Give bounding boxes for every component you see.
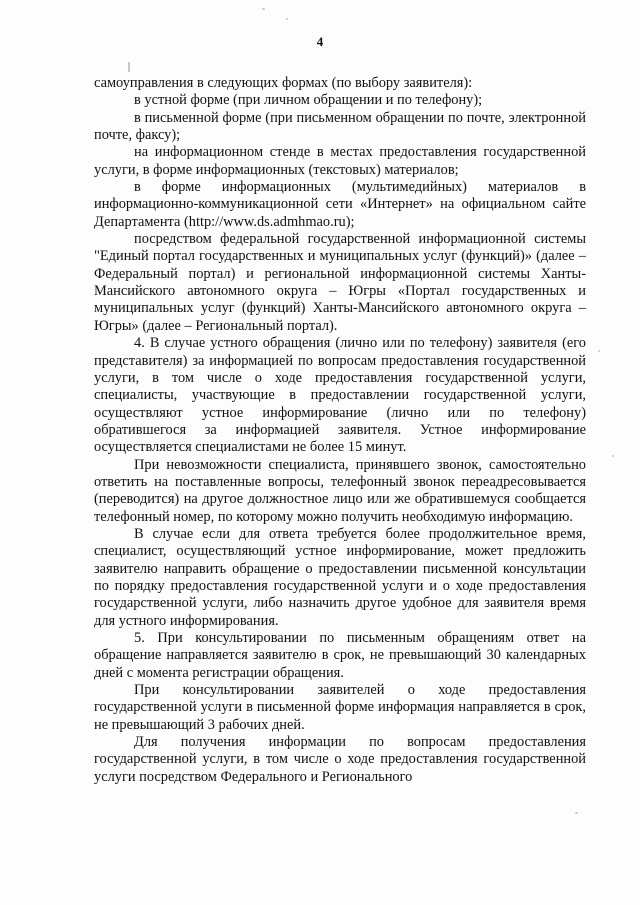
paragraph: При невозможности специалиста, принявшего звонок, самостоятельно ответить на поставленные вопросы, телефонный звонок переадресовывается (переводится) на другое должностное лицо или же обратившемуся сообщается телефонный номер, по которому можно получить необходимую информацию. bbox=[94, 456, 586, 525]
page-number: 4 bbox=[316, 34, 324, 49]
paragraph: на информационном стенде в местах предоставления государственной услуги, в форме информационных (текстовых) материалов; bbox=[94, 144, 586, 178]
document-body bbox=[94, 75, 586, 786]
paragraph: в форме информационных (мультимедийных) материалов в информационно-коммуникационной сети «Интернет» на официальном сайте Департамента (http://www.ds.admhmao.ru); bbox=[94, 179, 586, 230]
paragraph: посредством федеральной государственной информационной системы "Единый портал государственных и муниципальных услуг (функций)» (далее – Федеральный портал) и региональной информационной системы Ханты-Мансийского автономного округа – Югры «Портал государственных и муниципальных услуг (функций) Ханты-Мансийского автономного округа – Югры» (далее – Региональный портал). bbox=[94, 231, 586, 334]
paragraph: При консультировании заявителей о ходе предоставления государственной услуги в письменной форме информация направляется в срок, не превышающий 3 рабочих дней. bbox=[94, 682, 586, 733]
paragraph: самоуправления в следующих формах (по выбору заявителя): bbox=[94, 75, 473, 91]
paragraph: в устной форме (при личном обращении и по телефону); bbox=[134, 92, 483, 109]
scan-speck bbox=[612, 455, 614, 457]
scan-speck bbox=[575, 812, 578, 814]
paragraph: 4. В случае устного обращения (лично или по телефону) заявителя (его представителя) за информацией по вопросам предоставления государственной услуги, в том числе о ходе предоставления государственной услуги, специалисты, участвующие в предоставлении государственной услуги, осуществляют устное информирование (лично или по телефону) обратившегося за информацией заявителя. Устное информирование осуществляется специалистами не более 15 минут. bbox=[94, 335, 586, 456]
paragraph: в письменной форме (при письменном обращении по почте, электронной почте, факсу); bbox=[94, 109, 586, 144]
paragraph: В случае если для ответа требуется более продолжительное время, специалист, осуществляющий устное информирование, может предложить заявителю направить обращение о предоставлении письменной консультации по порядку предоставления государственной услуги и о ходе предоставления государственной услуги, либо назначить другое удобное для заявителя время для устного информирования. bbox=[94, 525, 586, 629]
scan-speck bbox=[598, 350, 600, 352]
paragraph: 5. При консультировании по письменным обращениям ответ на обращение направляется заявителю в срок, не превышающий 30 календарных дней с момента регистрации обращения. bbox=[94, 630, 586, 681]
paragraph: Для получения информации по вопросам предоставления государственной услуги, в том числе о ходе предоставления государственной услуги посредством Федерального и Регионального bbox=[94, 734, 586, 785]
scan-speck bbox=[262, 8, 265, 10]
scan-speck bbox=[128, 62, 130, 72]
scan-speck bbox=[286, 18, 288, 20]
